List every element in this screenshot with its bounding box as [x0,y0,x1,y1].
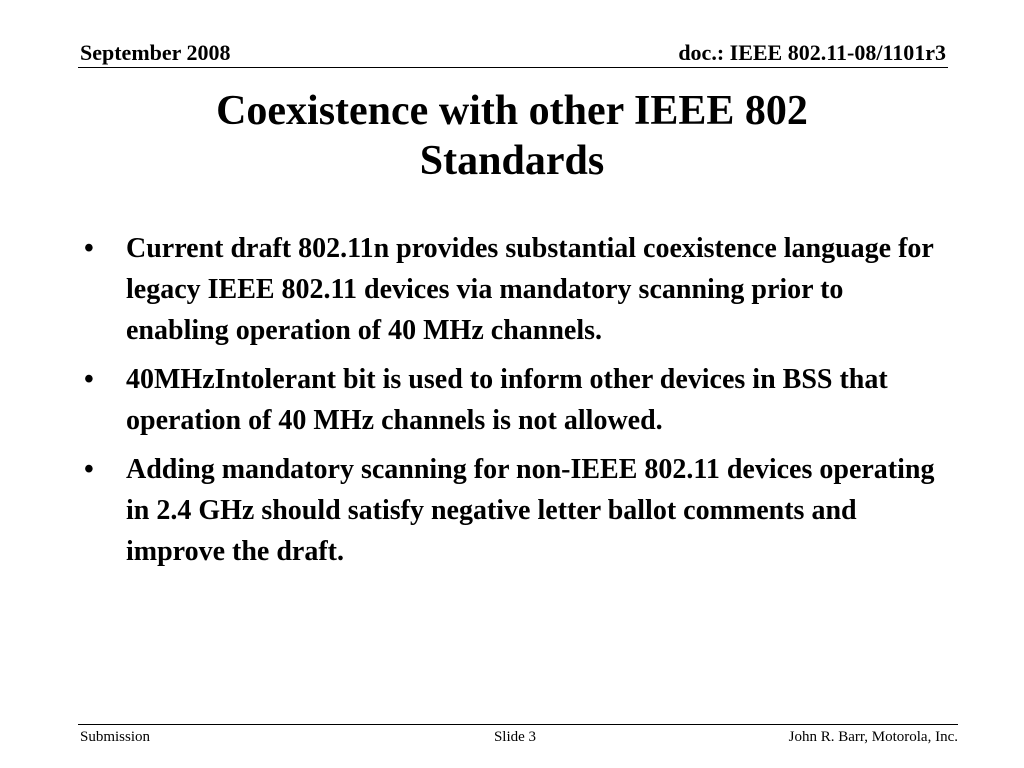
slide-title-line-2: Standards [419,138,605,184]
bullet-list [84,228,946,580]
bullet-text: 40MHzIntolerant bit is used to inform other devices in BSS that operation of 40 MHz channels is not allowed. [126,364,888,436]
footer-slide-number: Slide 3 [493,729,537,745]
header-divider [78,67,948,68]
bullet-text: Adding mandatory scanning for non-IEEE 802.11 devices operating in 2.4 GHz should satisfy negative letter ballot comments and improve the draft. [126,454,935,567]
header-date: September 2008 [80,40,231,65]
bullet-text: Current draft 802.11n provides substantial coexistence language for legacy IEEE 802.11 devices via mandatory scanning prior to enabling operation of 40 MHz channels. [126,233,934,346]
bullet-marker: • [84,364,94,395]
bullet-item [84,359,946,441]
slide-title-line-1: Coexistence with other IEEE 802 [216,88,808,134]
header-doc-id: doc.: IEEE 802.11-08/1101r3 [678,40,946,65]
bullet-item [84,228,946,351]
bullet-marker: • [84,454,94,485]
slide-title [80,86,944,186]
footer-divider [78,724,958,725]
bullet-marker: • [84,233,94,264]
bullet-item [84,449,946,572]
footer-author: John R. Barr, Motorola, Inc. [788,729,958,745]
footer-submission: Submission [80,729,151,745]
